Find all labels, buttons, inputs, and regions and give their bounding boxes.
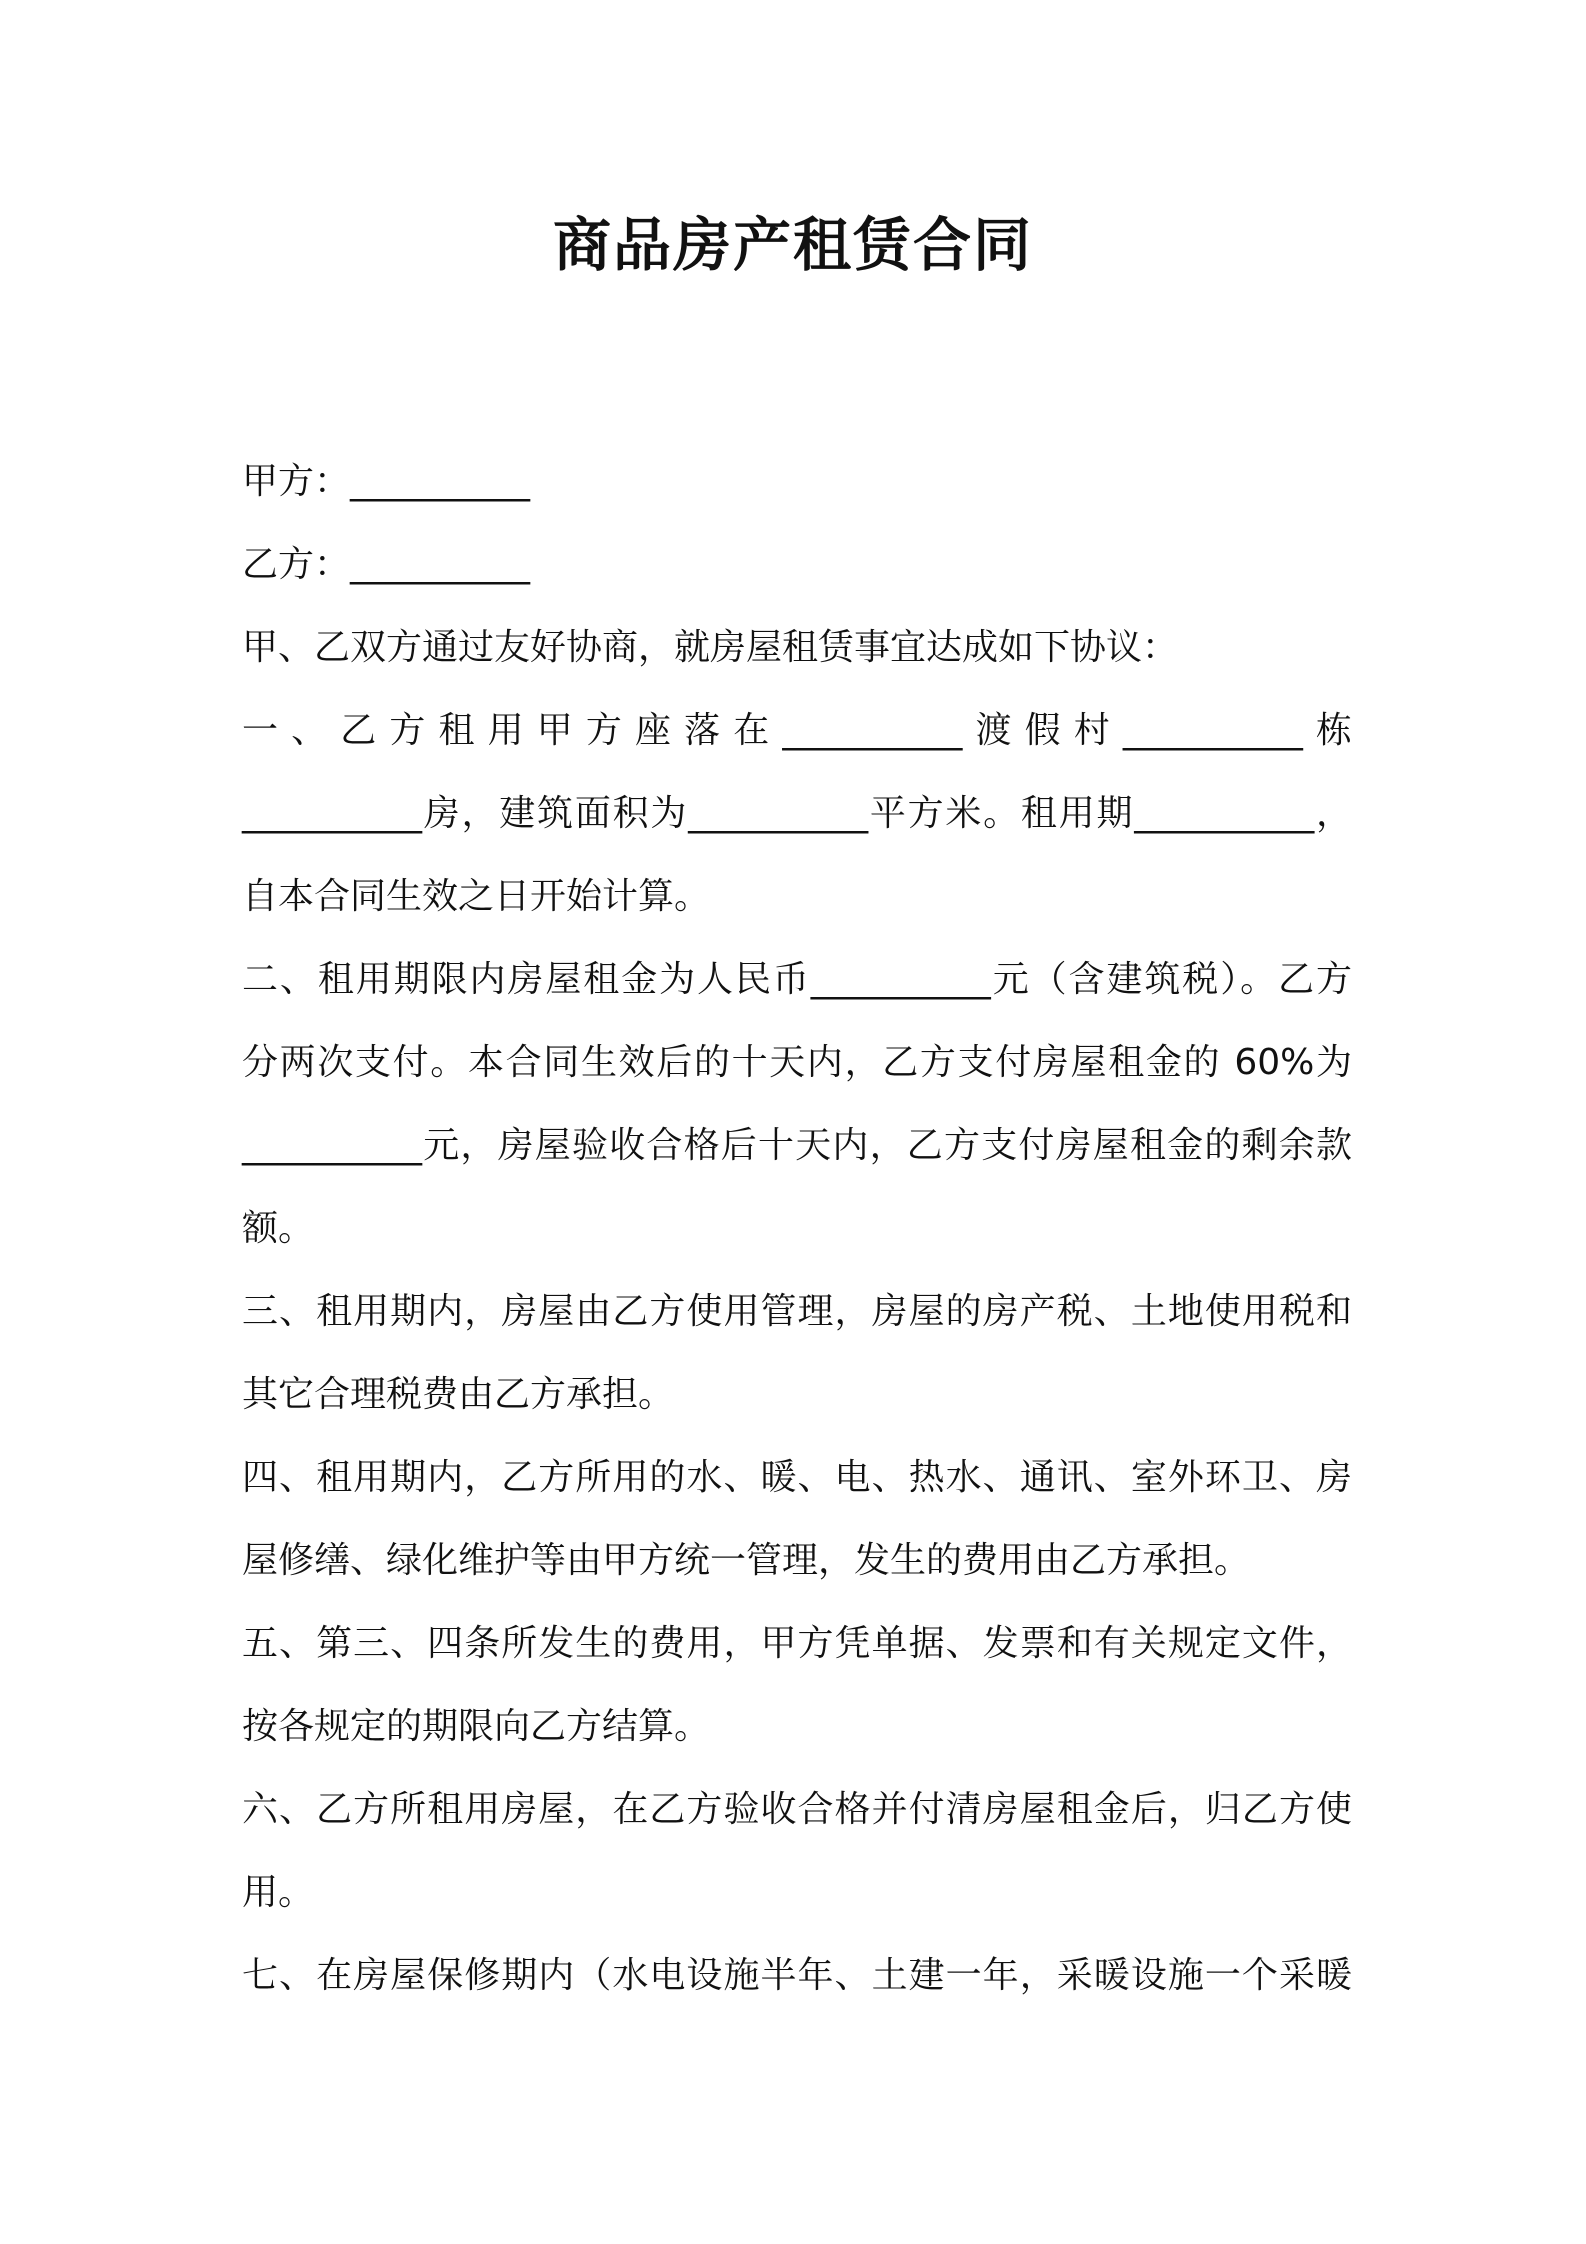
clause-1-line-3: 自本合同生效之日开始计算。: [242, 876, 711, 917]
clause-5-line-2: 按各规定的期限向乙方结算。: [242, 1706, 711, 1747]
clause-1-line-1: 一、乙方租用甲方座落在__________渡假村__________栋: [242, 710, 1352, 751]
clause-1-line-2: __________房，建筑面积为__________平方米。租用期__________，: [242, 793, 1352, 834]
party-a-line: 甲方：__________: [242, 461, 531, 502]
clause-6-line-2: 用。: [242, 1872, 315, 1913]
clause-4-line-1: 四、租用期内，乙方所用的水、暖、电、热水、通讯、室外环卫、房: [242, 1457, 1352, 1498]
clause-6-line-1: 六、乙方所租用房屋，在乙方验收合格并付清房屋租金后，归乙方使: [242, 1789, 1352, 1830]
clause-2-line-4: 额。: [242, 1208, 315, 1249]
intro-paragraph: 甲、乙双方通过友好协商，就房屋租赁事宜达成如下协议：: [242, 627, 1179, 668]
clause-3-line-2: 其它合理税费由乙方承担。: [242, 1374, 675, 1415]
clause-2-line-1: 二、租用期限内房屋租金为人民币__________元（含建筑税）。乙方: [242, 959, 1352, 1000]
clause-2-line-2: 分两次支付。本合同生效后的十天内，乙方支付房屋租金的 60%为: [242, 1042, 1352, 1083]
clause-2-line-3: __________元，房屋验收合格后十天内，乙方支付房屋租金的剩余款: [242, 1125, 1352, 1166]
clause-4-line-2: 屋修缮、绿化维护等由甲方统一管理，发生的费用由乙方承担。: [242, 1540, 1251, 1581]
page-title: 商品房产租赁合同: [552, 211, 1033, 279]
clause-5-line-1: 五、第三、四条所发生的费用，甲方凭单据、发票和有关规定文件，: [242, 1623, 1352, 1664]
clause-7-line-1: 七、在房屋保修期内（水电设施半年、土建一年，采暖设施一个采暖: [242, 1955, 1352, 1996]
party-b-line: 乙方：__________: [242, 544, 531, 585]
clause-3-line-1: 三、租用期内，房屋由乙方使用管理，房屋的房产税、土地使用税和: [242, 1291, 1352, 1332]
